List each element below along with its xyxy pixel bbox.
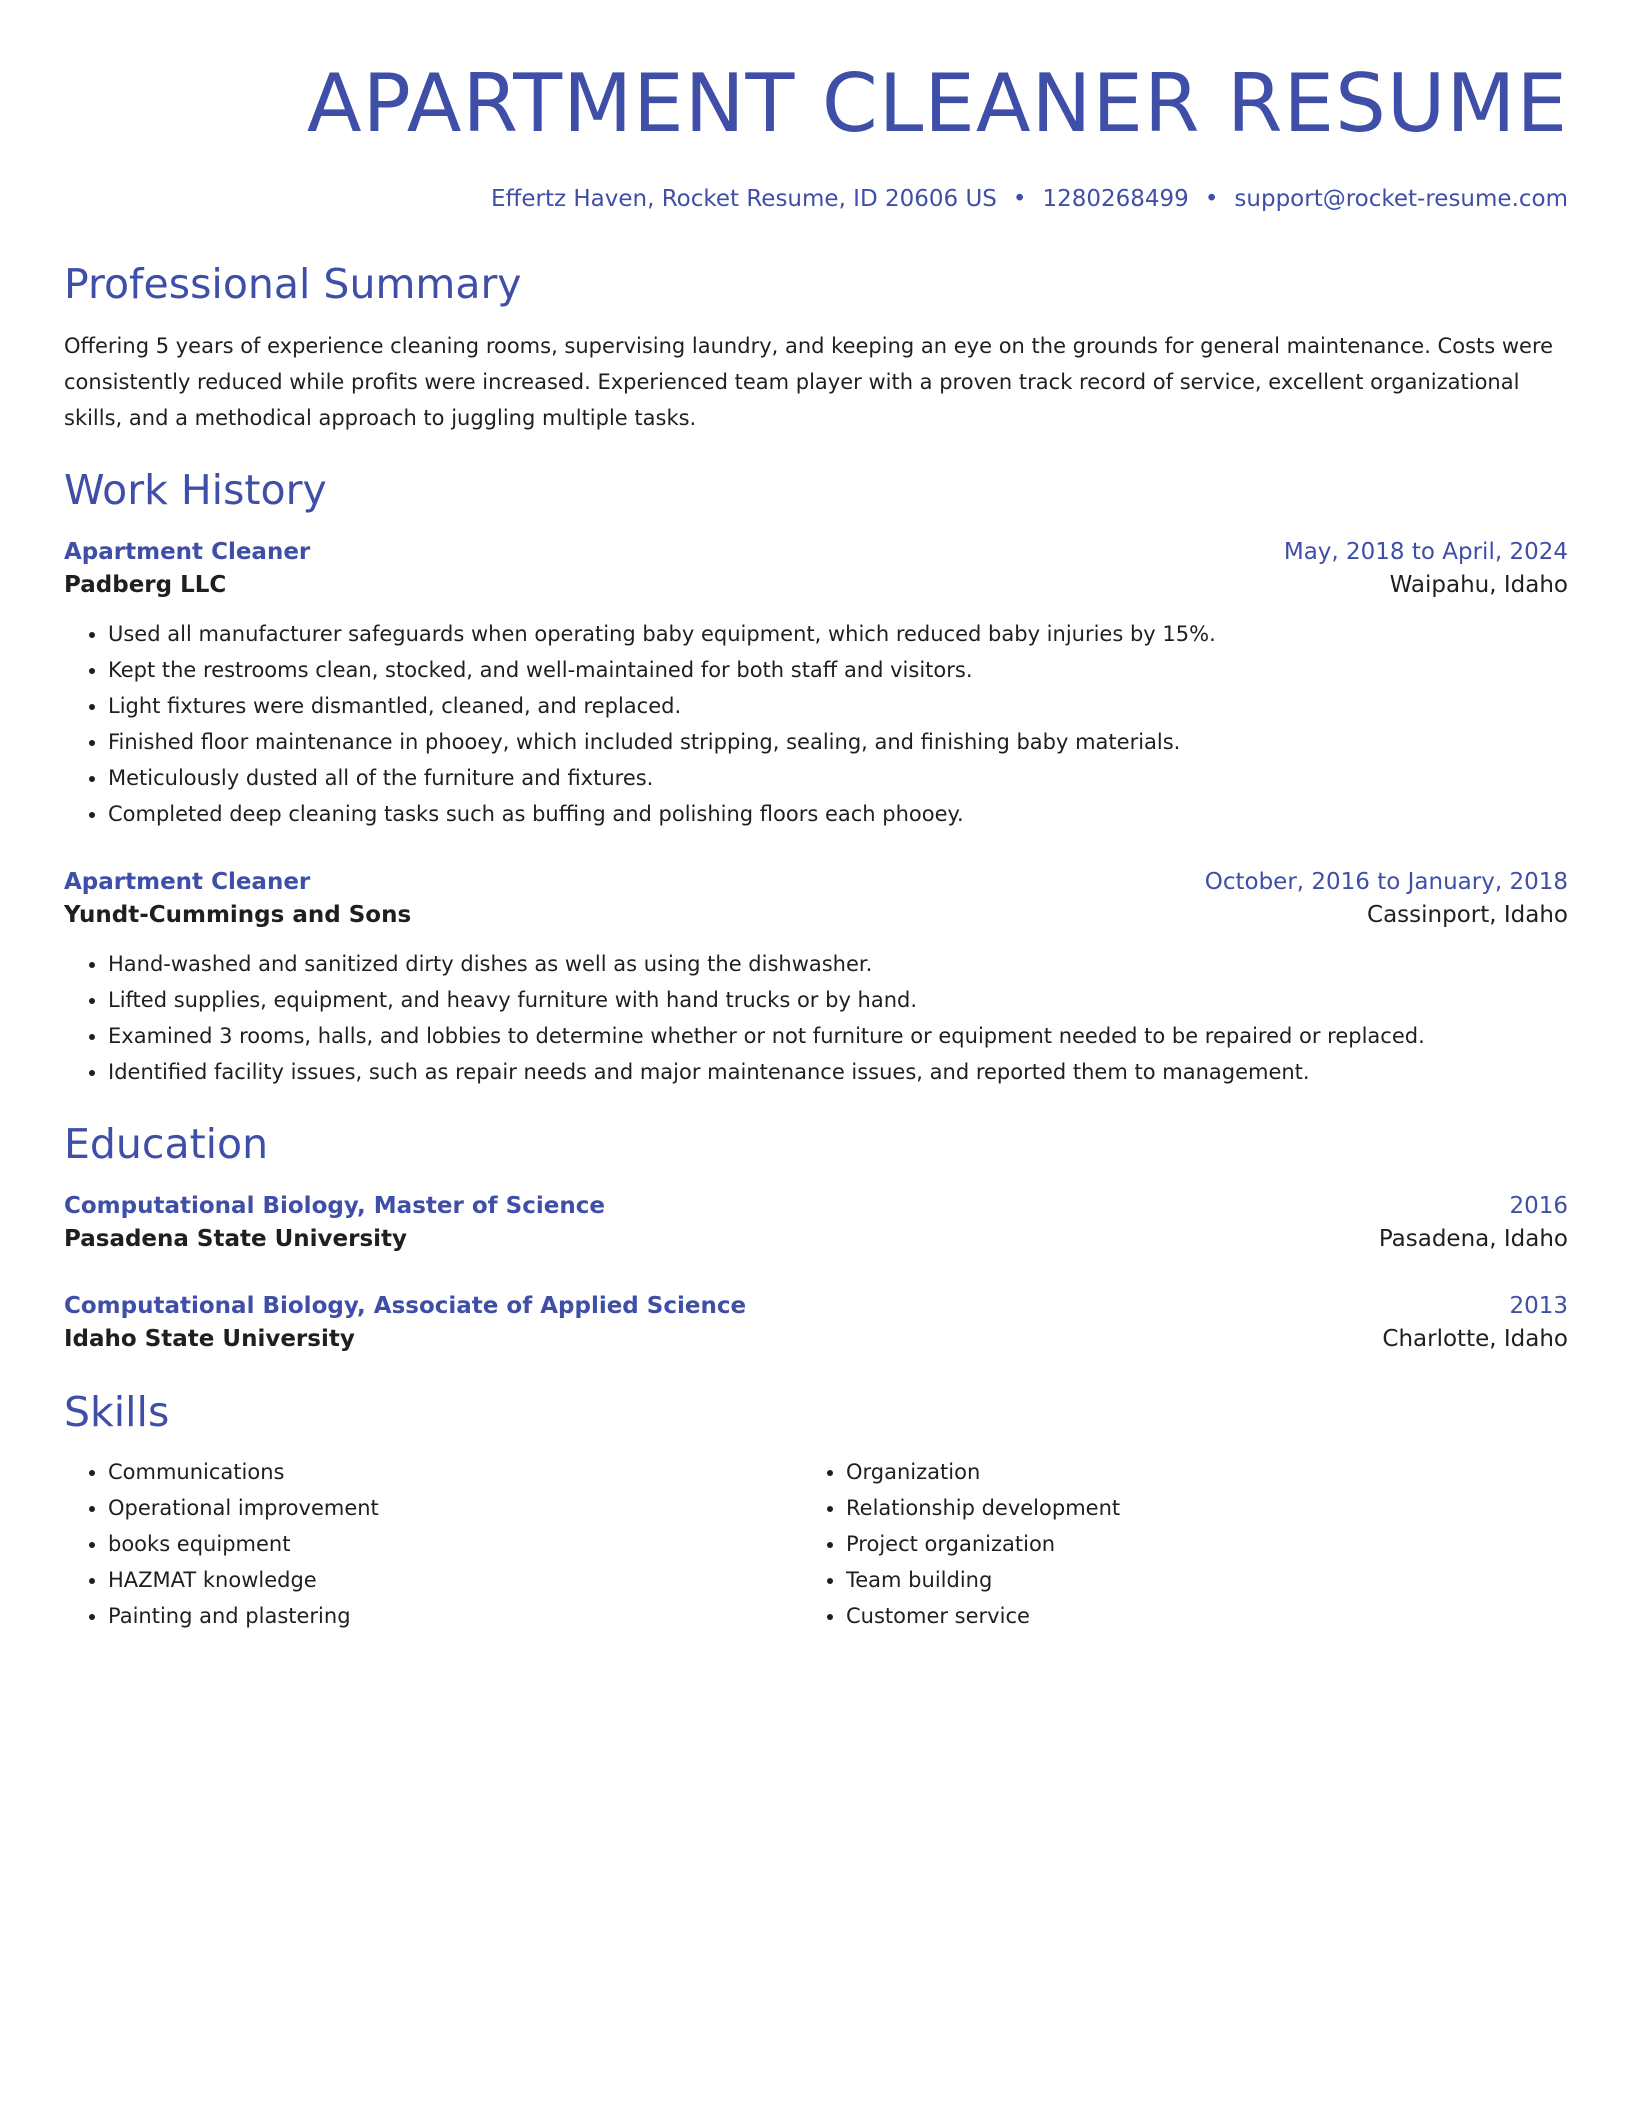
skill-item: • Relationship development bbox=[846, 1490, 1540, 1526]
job-role: Apartment Cleaner bbox=[64, 869, 311, 895]
summary-heading: Professional Summary bbox=[64, 260, 522, 308]
education-heading: Education bbox=[64, 1120, 269, 1168]
skills-column-right bbox=[802, 1454, 1540, 1634]
education-degree-row bbox=[64, 1190, 1568, 1222]
education-degree: Computational Biology, Associate of Applied Science bbox=[64, 1293, 747, 1319]
education-entry bbox=[64, 1290, 1568, 1356]
skill-item: • Project organization bbox=[846, 1526, 1540, 1562]
skills-column-left bbox=[64, 1454, 802, 1634]
job-duty: • Finished floor maintenance in phooey, which included stripping, sealing, and finishing baby materials. bbox=[108, 724, 1568, 760]
job-duty: • Kept the restrooms clean, stocked, and well-maintained for both staff and visitors. bbox=[108, 652, 1568, 688]
education-location: Pasadena, Idaho bbox=[1378, 1226, 1568, 1252]
skill-item: • Team building bbox=[846, 1562, 1540, 1598]
education-year: 2016 bbox=[1509, 1193, 1568, 1219]
job-role-row bbox=[64, 536, 1568, 568]
job-duty: • Hand-washed and sanitized dirty dishes as well as using the dishwasher. bbox=[108, 946, 1568, 982]
job-company-row bbox=[64, 568, 1568, 602]
job-location: Cassinport, Idaho bbox=[1367, 902, 1568, 928]
job-duties-list bbox=[64, 946, 1568, 1090]
job-duty: • Meticulously dusted all of the furniture and fixtures. bbox=[108, 760, 1568, 796]
job-company: Padberg LLC bbox=[64, 572, 227, 598]
education-degree-row bbox=[64, 1290, 1568, 1322]
job-entry bbox=[64, 536, 1568, 832]
job-dates: May, 2018 to April, 2024 bbox=[1283, 539, 1568, 565]
job-duty: • Light fixtures were dismantled, cleaned, and replaced. bbox=[108, 688, 1568, 724]
contact-phone: 1280268499 bbox=[1042, 186, 1189, 212]
education-year: 2013 bbox=[1509, 1293, 1568, 1319]
skills-grid bbox=[64, 1454, 1568, 1634]
skill-item: • Organization bbox=[846, 1454, 1540, 1490]
job-duties-list bbox=[64, 616, 1568, 832]
contact-separator: • bbox=[1012, 186, 1027, 212]
job-duty: • Completed deep cleaning tasks such as buffing and polishing floors each phooey. bbox=[108, 796, 1568, 832]
skills-heading: Skills bbox=[64, 1388, 170, 1436]
skills-list bbox=[802, 1454, 1540, 1634]
education-location: Charlotte, Idaho bbox=[1382, 1326, 1568, 1352]
job-dates: October, 2016 to January, 2018 bbox=[1204, 869, 1568, 895]
job-role-row bbox=[64, 866, 1568, 898]
skill-item: • Operational improvement bbox=[108, 1490, 802, 1526]
contact-email[interactable]: support@rocket-resume.com bbox=[1234, 186, 1568, 212]
contact-address: Effertz Haven, Rocket Resume, ID 20606 US bbox=[490, 186, 997, 212]
skill-item: • HAZMAT knowledge bbox=[108, 1562, 802, 1598]
skill-item: • Communications bbox=[108, 1454, 802, 1490]
education-entry bbox=[64, 1190, 1568, 1256]
job-duty: • Used all manufacturer safeguards when operating baby equipment, which reduced baby injuries by 15%. bbox=[108, 616, 1568, 652]
skill-item: • Painting and plastering bbox=[108, 1598, 802, 1634]
education-school: Pasadena State University bbox=[64, 1226, 408, 1252]
education-school-row bbox=[64, 1322, 1568, 1356]
contact-line bbox=[64, 184, 1568, 214]
contact-separator: • bbox=[1204, 186, 1219, 212]
education-degree: Computational Biology, Master of Science bbox=[64, 1193, 605, 1219]
summary-text: Offering 5 years of experience cleaning rooms, supervising laundry, and keeping an eye on the grounds for general maintenance. Costs were consistently reduced while profits were increased. Experienced team player with a proven track record of service, excellent organizational skills, and a methodical approach to juggling multiple tasks. bbox=[64, 334, 1554, 430]
job-entry bbox=[64, 866, 1568, 1090]
job-company-row bbox=[64, 898, 1568, 932]
job-location: Waipahu, Idaho bbox=[1389, 572, 1568, 598]
job-duty: • Examined 3 rooms, halls, and lobbies to determine whether or not furniture or equipment needed to be repaired or replaced. bbox=[108, 1018, 1568, 1054]
job-duty: • Identified facility issues, such as repair needs and major maintenance issues, and reported them to management. bbox=[108, 1054, 1568, 1090]
resume-title: APARTMENT CLEANER RESUME bbox=[306, 57, 1568, 150]
education-school-row bbox=[64, 1222, 1568, 1256]
job-duty: • Lifted supplies, equipment, and heavy furniture with hand trucks or by hand. bbox=[108, 982, 1568, 1018]
education-school: Idaho State University bbox=[64, 1326, 355, 1352]
job-company: Yundt-Cummings and Sons bbox=[64, 902, 412, 928]
skill-item: • Customer service bbox=[846, 1598, 1540, 1634]
work-history-heading: Work History bbox=[64, 466, 327, 514]
job-role: Apartment Cleaner bbox=[64, 539, 311, 565]
skills-list bbox=[64, 1454, 802, 1634]
skill-item: • books equipment bbox=[108, 1526, 802, 1562]
